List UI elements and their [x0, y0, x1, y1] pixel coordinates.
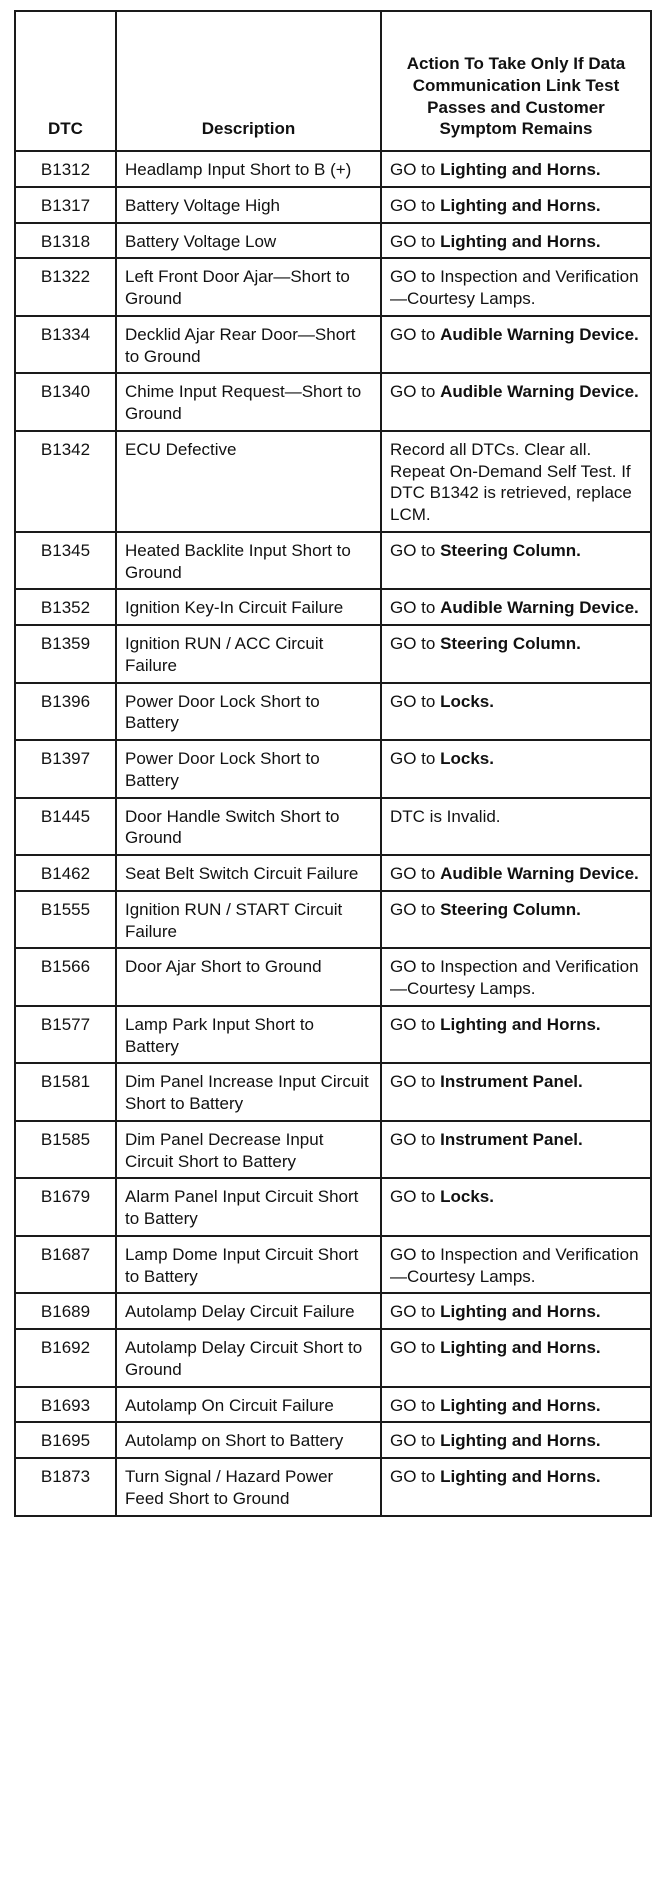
table-row: [15, 1458, 651, 1516]
action-text: GO to: [390, 324, 436, 344]
table-row: [15, 891, 651, 949]
table-row: [15, 740, 651, 798]
dtc-description: Left Front Door Ajar—Short to Ground: [116, 258, 381, 316]
action-text: GO to: [390, 1338, 436, 1357]
table-row: [15, 1063, 651, 1121]
dtc-code: B1318: [15, 223, 116, 259]
dtc-code: B1340: [15, 373, 116, 431]
dtc-action: [381, 151, 651, 187]
table-row: [15, 948, 651, 1006]
dtc-code: B1352: [15, 589, 116, 625]
dtc-code: B1334: [15, 316, 116, 374]
table-row: [15, 151, 651, 187]
dtc-description: Ignition Key-In Circuit Failure: [116, 589, 381, 625]
action-text: GO to: [390, 231, 436, 251]
dtc-code: B1396: [15, 683, 116, 741]
action-reference: Locks.: [440, 1187, 494, 1207]
table-row: [15, 625, 651, 683]
action-text: GO to: [390, 1395, 436, 1415]
action-text: GO to: [390, 1302, 436, 1322]
dtc-action: [381, 1458, 651, 1516]
dtc-code: B1693: [15, 1387, 116, 1423]
action-text: GO to Inspection and Verification—Courtesy Lamps.: [390, 267, 639, 308]
table-row: [15, 798, 651, 856]
table-row: [15, 187, 651, 223]
dtc-action: [381, 1063, 651, 1121]
table-row: [15, 1121, 651, 1179]
action-text: GO to: [390, 634, 436, 653]
dtc-code: B1317: [15, 187, 116, 223]
action-text: GO to: [390, 1187, 436, 1207]
dtc-code: B1695: [15, 1422, 116, 1458]
action-text: DTC is Invalid.: [390, 806, 501, 826]
action-reference: Audible Warning Device.: [440, 598, 639, 618]
dtc-description: Lamp Park Input Short to Battery: [116, 1006, 381, 1064]
action-reference: Lighting and Horns.: [440, 1302, 601, 1322]
dtc-code: B1445: [15, 798, 116, 856]
dtc-action: [381, 223, 651, 259]
table-row: [15, 1006, 651, 1064]
table-row: [15, 258, 651, 316]
dtc-action: [381, 948, 651, 1006]
action-text: GO to Inspection and Verification—Courtesy Lamps.: [390, 1244, 639, 1286]
action-reference: Locks.: [440, 691, 494, 711]
dtc-description: Power Door Lock Short to Battery: [116, 683, 381, 741]
table-row: [15, 1293, 651, 1329]
table-row: [15, 1178, 651, 1236]
table-row: [15, 1329, 651, 1387]
action-text: GO to Inspection and Verification—Courtesy Lamps.: [390, 957, 639, 998]
dtc-description: Alarm Panel Input Circuit Short to Battery: [116, 1178, 381, 1236]
dtc-action: [381, 740, 651, 798]
action-text: GO to: [390, 899, 436, 919]
dtc-action: [381, 532, 651, 590]
table-row: [15, 1422, 651, 1458]
action-text: GO to: [390, 160, 436, 179]
dtc-description: Autolamp On Circuit Failure: [116, 1387, 381, 1423]
header-dtc: DTC: [15, 11, 116, 151]
dtc-description: ECU Defective: [116, 431, 381, 532]
dtc-action: [381, 1121, 651, 1179]
dtc-action: [381, 316, 651, 374]
dtc-action: [381, 625, 651, 683]
dtc-description: Power Door Lock Short to Battery: [116, 740, 381, 798]
dtc-code: B1555: [15, 891, 116, 949]
dtc-action: [381, 431, 651, 532]
dtc-code: B1566: [15, 948, 116, 1006]
action-text: GO to: [390, 195, 436, 215]
table-row: [15, 683, 651, 741]
action-text: Record all DTCs. Clear all. Repeat On-Demand Self Test. If DTC B1342 is retrieved, replace LCM.: [390, 439, 632, 524]
dtc-description: Ignition RUN / START Circuit Failure: [116, 891, 381, 949]
dtc-action: [381, 258, 651, 316]
dtc-code: B1342: [15, 431, 116, 532]
action-text: GO to: [390, 691, 436, 711]
table-row: [15, 431, 651, 532]
dtc-table: [14, 10, 652, 1517]
action-reference: Lighting and Horns.: [440, 195, 601, 215]
dtc-action: [381, 373, 651, 431]
dtc-description: Ignition RUN / ACC Circuit Failure: [116, 625, 381, 683]
action-text: GO to: [390, 540, 436, 560]
dtc-code: B1345: [15, 532, 116, 590]
dtc-action: [381, 1178, 651, 1236]
dtc-description: Heated Backlite Input Short to Ground: [116, 532, 381, 590]
action-reference: Locks.: [440, 749, 494, 768]
action-reference: Steering Column.: [440, 634, 581, 653]
table-row: [15, 589, 651, 625]
dtc-code: B1689: [15, 1293, 116, 1329]
dtc-action: [381, 589, 651, 625]
dtc-description: Lamp Dome Input Circuit Short to Battery: [116, 1236, 381, 1294]
action-text: GO to: [390, 1014, 436, 1034]
dtc-description: Headlamp Input Short to B (+): [116, 151, 381, 187]
table-row: [15, 373, 651, 431]
dtc-code: B1462: [15, 855, 116, 891]
action-reference: Steering Column.: [440, 540, 581, 560]
table-row: [15, 316, 651, 374]
header-action: Action To Take Only If Data Communication Link Test Passes and Customer Symptom Remains: [381, 11, 651, 151]
dtc-action: [381, 683, 651, 741]
action-reference: Lighting and Horns.: [440, 1467, 601, 1486]
action-text: GO to: [390, 382, 436, 402]
header-description: Description: [116, 11, 381, 151]
dtc-description: Dim Panel Increase Input Circuit Short to Battery: [116, 1063, 381, 1121]
dtc-description: Autolamp on Short to Battery: [116, 1422, 381, 1458]
action-text: GO to: [390, 1129, 436, 1149]
action-reference: Lighting and Horns.: [440, 1395, 601, 1415]
dtc-description: Chime Input Request—Short to Ground: [116, 373, 381, 431]
action-reference: Steering Column.: [440, 899, 581, 919]
dtc-code: B1581: [15, 1063, 116, 1121]
action-text: GO to: [390, 1072, 436, 1092]
header-row: [15, 11, 651, 151]
dtc-code: B1577: [15, 1006, 116, 1064]
dtc-description: Turn Signal / Hazard Power Feed Short to Ground: [116, 1458, 381, 1516]
dtc-code: B1687: [15, 1236, 116, 1294]
dtc-code: B1692: [15, 1329, 116, 1387]
dtc-action: [381, 855, 651, 891]
dtc-description: Seat Belt Switch Circuit Failure: [116, 855, 381, 891]
action-reference: Lighting and Horns.: [440, 1338, 601, 1357]
dtc-description: Battery Voltage High: [116, 187, 381, 223]
dtc-code: B1359: [15, 625, 116, 683]
action-reference: Audible Warning Device.: [440, 864, 639, 883]
dtc-action: [381, 891, 651, 949]
dtc-action: [381, 1293, 651, 1329]
action-reference: Lighting and Horns.: [440, 1431, 601, 1451]
dtc-code: B1873: [15, 1458, 116, 1516]
dtc-code: B1585: [15, 1121, 116, 1179]
table-row: [15, 855, 651, 891]
dtc-description: Door Handle Switch Short to Ground: [116, 798, 381, 856]
table-body: [15, 151, 651, 1516]
dtc-action: [381, 1422, 651, 1458]
action-reference: Lighting and Horns.: [440, 1014, 601, 1034]
action-reference: Audible Warning Device.: [440, 382, 639, 402]
dtc-code: B1322: [15, 258, 116, 316]
table-row: [15, 1236, 651, 1294]
dtc-action: [381, 1329, 651, 1387]
action-text: GO to: [390, 864, 436, 883]
action-reference: Lighting and Horns.: [440, 160, 601, 179]
dtc-action: [381, 1006, 651, 1064]
action-reference: Instrument Panel.: [440, 1072, 583, 1092]
action-text: GO to: [390, 1467, 436, 1486]
dtc-description: Autolamp Delay Circuit Short to Ground: [116, 1329, 381, 1387]
dtc-description: Battery Voltage Low: [116, 223, 381, 259]
action-text: GO to: [390, 749, 436, 768]
dtc-description: Autolamp Delay Circuit Failure: [116, 1293, 381, 1329]
dtc-description: Dim Panel Decrease Input Circuit Short to Battery: [116, 1121, 381, 1179]
dtc-action: [381, 798, 651, 856]
table-row: [15, 223, 651, 259]
action-reference: Audible Warning Device.: [440, 324, 639, 344]
dtc-code: B1312: [15, 151, 116, 187]
dtc-action: [381, 1387, 651, 1423]
table-row: [15, 532, 651, 590]
action-text: GO to: [390, 1431, 436, 1451]
dtc-action: [381, 187, 651, 223]
action-text: GO to: [390, 598, 436, 618]
dtc-action: [381, 1236, 651, 1294]
dtc-description: Door Ajar Short to Ground: [116, 948, 381, 1006]
action-reference: Lighting and Horns.: [440, 231, 601, 251]
dtc-description: Decklid Ajar Rear Door—Short to Ground: [116, 316, 381, 374]
action-reference: Instrument Panel.: [440, 1129, 583, 1149]
dtc-code: B1397: [15, 740, 116, 798]
table-row: [15, 1387, 651, 1423]
dtc-code: B1679: [15, 1178, 116, 1236]
